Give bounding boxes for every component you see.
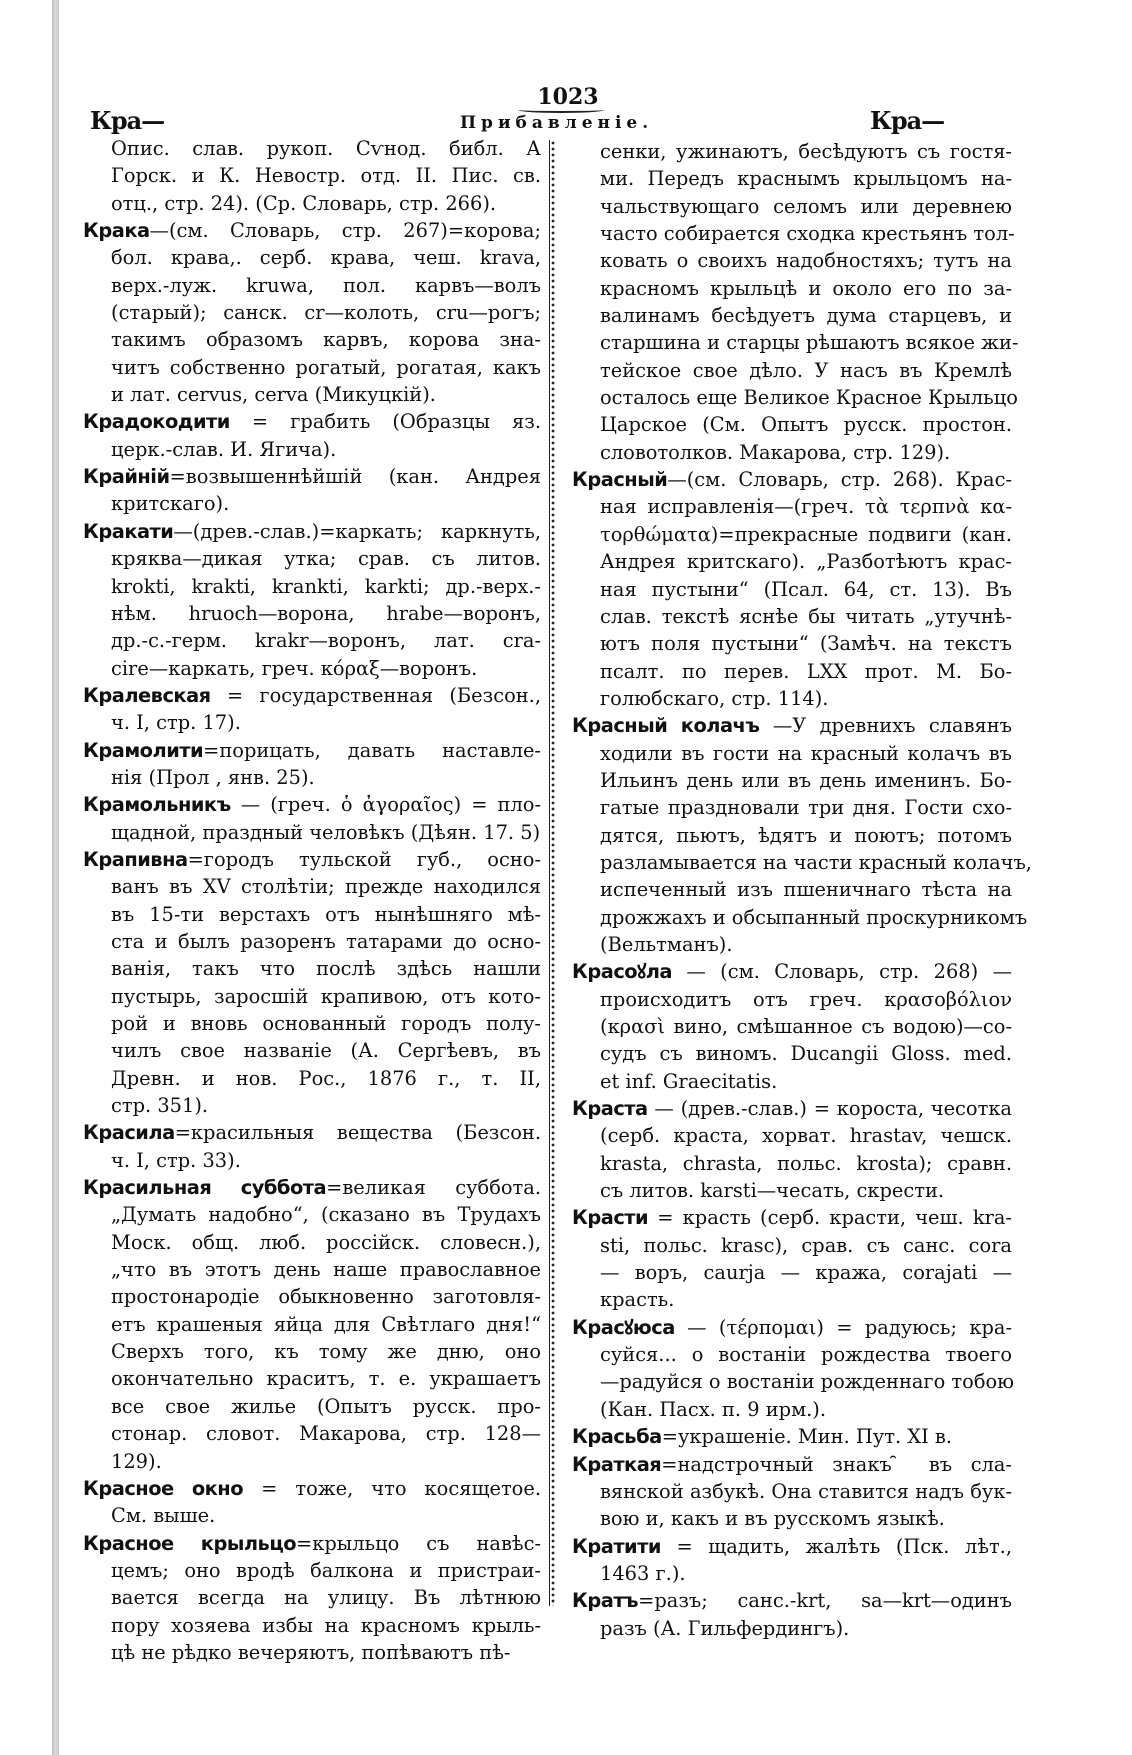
entry-headword: Красильная суббота (83, 1176, 327, 1200)
entry-line: Древн. и нов. Рос., 1876 г., т. II, (111, 1066, 541, 1090)
section-title: Прибавленіе. (460, 113, 654, 133)
entry-headword: Кракати (83, 519, 174, 543)
entry-line (83, 1174, 541, 1201)
entry-line: ная пустыни“ (Псал. 64, ст. 13). Въ (600, 577, 1012, 601)
entry-line: et inf. Graecitatis. (600, 1069, 778, 1093)
entry-line: пустырь, заросшій крапивою, отъ кото- (111, 984, 541, 1008)
entry-line: псалт. по перев. LXX прот. М. Бо- (600, 659, 1012, 683)
entry-headword: Крамольникъ (83, 793, 231, 817)
entry-line: sti, польс. krasc), срав. съ санс. cora (600, 1233, 1012, 1257)
dictionary-entry (83, 1475, 541, 1530)
dictionary-entry (572, 1451, 1012, 1533)
entry-definition-text: — (см. Словарь, стр. 268) — (672, 960, 1012, 984)
entry-line: гатые праздновали три дня. Гости схо- (600, 796, 1012, 820)
entry-line (83, 1475, 541, 1502)
entry-line: дятся, пьютъ, ѣдятъ и поютъ; потомъ (600, 823, 1012, 847)
entry-line (83, 737, 541, 764)
entry-definition-text: = тоже, что косящетое. (243, 1476, 541, 1500)
column-divider (549, 140, 556, 1606)
entry-definition-text: —У древнихъ славянъ (759, 714, 1012, 738)
entry-line: верх.-луж. kruwa, пол. карвъ—волъ (111, 273, 541, 297)
entry-line: отц., стр. 24). (Ср. Словарь, стр. 266). (111, 191, 497, 215)
entry-line: (κρασὶ вино, смѣшанное съ водою)—со- (600, 1015, 1012, 1038)
entry-line: щадной, праздный человѣкъ (Дѣян. 17. 5) (111, 820, 541, 844)
entry-line: читъ собственно рогатый, рогатая, какъ (111, 355, 541, 379)
entry-line: судъ съ виномъ. Ducangii Gloss. med. (600, 1042, 1012, 1066)
entry-line: вою и, какъ и въ русскомъ языкѣ. (600, 1507, 945, 1531)
entry-headword: Краткая (572, 1452, 662, 1476)
entry-headword: Красьба (572, 1425, 662, 1449)
entry-line (83, 217, 541, 244)
entry-line (83, 846, 541, 873)
entry-line: етъ крашеныя яйца для Свѣтлаго дня!“ (111, 1312, 541, 1336)
entry-definition-text: =украшеніе. Мин. Пут. XI в. (661, 1425, 952, 1449)
entry-line: разъ (А. Гильфердингъ). (600, 1616, 850, 1640)
entry-headword: Краста (572, 1097, 648, 1121)
dictionary-entry (572, 1095, 1012, 1204)
entry-line: Горск. и К. Невостр. отд. II. Пис. св. (111, 164, 541, 188)
entry-headword: Крака (83, 219, 150, 243)
entry-headword: Красное окно (83, 1476, 244, 1500)
entry-line: ванъ въ XV столѣтіи; прежде находился (111, 875, 541, 899)
entry-line: словотолков. Макарова, стр. 129). (600, 440, 951, 464)
entry-definition-text: =порицать, давать наставле- (203, 738, 541, 762)
entry-definition-text: =возвышеннѣйшій (кан. Андрея (169, 465, 541, 489)
entry-line: Ильинъ день или въ день именинъ. Бо- (600, 768, 1012, 792)
dictionary-entry (572, 1423, 1012, 1450)
entry-line: Опис. слав. рукоп. Сѵнод. библ. А (111, 137, 541, 160)
entry-line: вается всегда на улицу. Въ лѣтнюю (111, 1586, 541, 1610)
entry-definition-text: = грабить (Образцы яз. (229, 410, 541, 434)
entry-line: τορθώματα)=прекрасные подвиги (кан. (600, 522, 1012, 546)
entry-line: дрожжахъ и обсыпанный проскурникомъ (600, 905, 1028, 929)
dictionary-entry (572, 466, 1012, 712)
entry-definition-text: —(см. Словарь, стр. 268). Крас- (667, 468, 1012, 492)
dictionary-entry (572, 1314, 1015, 1423)
entry-headword: Кралевская (83, 683, 211, 707)
entry-line: cire—каркать, греч. κόραξ—воронъ. (111, 656, 478, 680)
entry-definition-text: =надстрочный знакъ ̑ въ сла- (661, 1452, 1012, 1476)
entry-line: разламывается на части красный колачъ, (600, 850, 1032, 874)
entry-line: krokti, krakti, krankti, karkti; др.-верх.- (111, 574, 541, 598)
entry-line: 1463 г.). (600, 1561, 686, 1585)
entry-definition-text: =разъ; санс.-krt, sa—krt—одинъ (638, 1589, 1012, 1613)
entry-line: все свое жилье (Опытъ русск. про- (111, 1394, 541, 1418)
entry-line: (серб. краста, хорват. hrastav, чешск. (600, 1124, 1012, 1148)
entry-definition-text: = красть (серб. красти, чеш. kra- (648, 1206, 1012, 1230)
entry-line: См. выше. (111, 1504, 216, 1528)
entry-line: въ 15-ти верстахъ отъ нынѣшняго мѣ- (111, 902, 541, 926)
entry-headword: Красоꙋла (572, 960, 673, 984)
entry-line: (Вельтманъ). (600, 932, 733, 956)
entry-line (83, 408, 541, 435)
entry-headword: Красный колачъ (572, 714, 760, 738)
entry-line: окончательно краситъ, т. е. украшаетъ (111, 1367, 541, 1391)
entry-line: бол. крава,. серб. крава, чеш. krava, (111, 246, 541, 270)
dictionary-entry (83, 1530, 541, 1667)
dictionary-entry (83, 1174, 541, 1475)
entry-headword: Крапивна (83, 847, 188, 871)
entry-definition-text: — (τέρπομαι) = радуюсь; кра- (674, 1315, 1012, 1339)
entry-headword: Красꙋюса (572, 1315, 675, 1339)
dictionary-entry (572, 1204, 1012, 1313)
entry-line (572, 1095, 1012, 1122)
entry-line: чилъ свое названіе (А. Сергѣевъ, въ (111, 1039, 541, 1063)
entry-definition-text: — (греч. ὁ ἀγοραῖος) = пло- (230, 793, 541, 817)
entry-line (572, 1423, 1012, 1450)
dictionary-entry (83, 135, 541, 217)
entry-line (572, 712, 1012, 739)
entry-headword: Кратити (572, 1534, 661, 1558)
entry-line: красть. (600, 1288, 675, 1312)
dictionary-entry (83, 463, 541, 518)
dictionary-entry (83, 217, 541, 408)
dictionary-entry (83, 846, 541, 1119)
left-column (83, 135, 541, 1666)
entry-line: съ литов. karsti—чесать, скрести. (600, 1179, 945, 1203)
page-number: 1023 (537, 84, 599, 110)
entry-line: рой и вновь основанный городъ полу- (111, 1012, 541, 1035)
entry-line (83, 791, 541, 818)
entry-line: валинамъ бесѣдуетъ дума старцевъ, и (600, 304, 1012, 328)
entry-definition-text: —(см. Словарь, стр. 267)=корова; (149, 219, 541, 243)
page-edge (52, 0, 59, 1755)
entry-line: нія (Прол , янв. 25). (111, 765, 315, 789)
entry-line: простонародіе обыкновенно заготовля- (111, 1285, 541, 1309)
entry-line: ста и былъ разоренъ татарами до осно- (111, 929, 541, 953)
entry-line: тейское свое дѣло. У насъ въ Кремлѣ (600, 358, 1012, 382)
entry-line: такимъ образомъ карвъ, корова зна- (111, 328, 541, 352)
entry-line: ч. I, стр. 17). (111, 711, 241, 735)
running-head-left: Кра— (90, 106, 165, 135)
entry-line (572, 466, 1012, 493)
dictionary-entry (572, 138, 1019, 466)
entry-line: Царское (См. Опытъ русск. простон. (600, 413, 1012, 437)
entry-line: „что въ этотъ день наше православное (111, 1258, 541, 1282)
entry-line: суйся... о востаніи рождества твоего (600, 1343, 1012, 1367)
dictionary-entry (83, 408, 541, 463)
entry-line: Андрея критскаго). „Разботѣютъ крас- (600, 550, 1012, 574)
entry-line (572, 1204, 1012, 1231)
entry-definition-text: =красильныя вещества (Безсон. (174, 1121, 541, 1145)
entry-line: ми. Передъ краснымъ крыльцомъ на- (600, 167, 1012, 191)
entry-line: стонар. словот. Макарова, стр. 128— (111, 1422, 541, 1446)
dictionary-entry (83, 682, 541, 737)
entry-line (83, 1119, 541, 1146)
dictionary-entry (83, 737, 541, 792)
entry-definition-text: =крыльцо съ навѣс- (296, 1531, 542, 1555)
entry-line: (Кан. Пасх. п. 9 ирм.). (600, 1397, 827, 1421)
entry-headword: Красный (572, 468, 668, 492)
entry-headword: Красное крыльцо (83, 1531, 297, 1555)
entry-line: сенки, ужинаютъ, бесѣдуютъ съ гостя- (600, 140, 1012, 163)
entry-headword: Крамолити (83, 738, 204, 762)
entry-line: стр. 351). (111, 1094, 209, 1118)
dictionary-entry (572, 1587, 1012, 1642)
entry-line: Сверхъ того, къ тому же дню, оно (111, 1340, 541, 1364)
entry-line: ч. I, стр. 33). (111, 1148, 241, 1172)
entry-line: др.-с.-герм. krakr—воронъ, лат. cra- (111, 629, 541, 653)
entry-line: ванія, такъ что послѣ здѣсь нашли (111, 957, 541, 981)
entry-line: „Думать надобно“, (сказано въ Трудахъ (111, 1203, 541, 1227)
entry-line: ковать о своихъ надобностяхъ; тутъ на (600, 249, 1012, 273)
entry-line: кряква—дикая утка; срав. съ литов. (111, 547, 541, 571)
entry-line: чальствующаго селомъ или деревнею (600, 194, 1012, 218)
entry-line: —радуйся о востаніи рожденнаго тобою (600, 1370, 1015, 1394)
entry-line (83, 682, 541, 709)
entry-headword: Крадокодити (83, 410, 230, 434)
entry-line: (старый); санск. cr—колоть, cru—рогъ; (111, 301, 541, 325)
entry-headword: Крайній (83, 465, 170, 489)
entry-definition-text: =великая суббота. (326, 1176, 542, 1200)
entry-headword: Красила (83, 1121, 175, 1145)
entry-line: цемъ; оно вродѣ балкона и пристраи- (111, 1558, 541, 1582)
entry-line: старшина и старцы рѣшаютъ всякое жи- (600, 331, 1019, 355)
entry-line (83, 1530, 541, 1557)
dictionary-entry (572, 1533, 1012, 1588)
entry-line (572, 1533, 1012, 1560)
entry-line: происходитъ отъ греч. κρασοβόλιον (600, 987, 1012, 1011)
entry-definition-text: — (древ.-слав.) = короста, чесотка (647, 1097, 1012, 1121)
entry-definition-text: =городъ тульской губ., осно- (187, 847, 541, 871)
entry-definition-text: = государственная (Безсон., (210, 683, 541, 707)
dictionary-entry (83, 518, 541, 682)
entry-line: часто собирается сходка крестьянъ тол- (600, 222, 1015, 246)
entry-line: krasta, chrasta, польс. krosta); сравн. (600, 1151, 1012, 1175)
entry-line: — воръ, caurja — кража, corajati — (600, 1261, 1012, 1285)
entry-definition-text: —(древ.-слав.)=каркать; каркнуть, (173, 519, 541, 543)
entry-line: и лат. cervus, cerva (Микуцкій). (111, 383, 436, 407)
entry-line (83, 518, 541, 545)
entry-headword: Кратъ (572, 1589, 639, 1613)
entry-line: Моск. общ. люб. россійск. словесн.), (111, 1230, 541, 1254)
entry-line (572, 958, 1012, 985)
entry-line: красномъ крыльцѣ и около его по за- (600, 276, 1012, 300)
entry-headword: Красти (572, 1206, 649, 1230)
entry-line: ходили въ гости на красный колачъ въ (600, 741, 1012, 765)
entry-line (572, 1451, 1012, 1478)
entry-line: пору хозяева избы на красномъ крыль- (111, 1613, 541, 1637)
entry-line: ная исправленія—(греч. τὰ τερπνὰ κα- (600, 495, 1012, 519)
entry-line: вянской азбукѣ. Она ставится надъ бук- (600, 1479, 1012, 1503)
right-column (572, 138, 1032, 1642)
dictionary-entry (572, 712, 1032, 958)
dictionary-entry (83, 1119, 541, 1174)
entry-line: критскаго). (111, 492, 230, 516)
entry-line (83, 463, 541, 490)
entry-line: слав. текстѣ яснѣе бы читать „утучнѣ- (600, 604, 1012, 628)
entry-line (572, 1314, 1012, 1341)
running-head-right: Кра— (870, 106, 945, 135)
entry-line: 129). (111, 1449, 162, 1473)
entry-line: нѣм. hruoch—ворона, hrabe—воронъ, (111, 601, 541, 625)
dictionary-entry (83, 791, 541, 846)
entry-line: голюбскаго, стр. 114). (600, 686, 829, 710)
entry-line: цѣ не рѣдко вечеряютъ, попѣваютъ пѣ- (111, 1640, 511, 1664)
entry-line: церк.-слав. И. Ягича). (111, 437, 337, 461)
dictionary-entry (572, 958, 1012, 1095)
entry-line: осталось еще Великое Красное Крыльцо (600, 386, 1018, 410)
entry-line: ютъ поля пустыни“ (Замѣч. на текстъ (600, 632, 1012, 656)
entry-line (572, 1587, 1012, 1614)
entry-line: испеченный изъ пшеничнаго тѣста на (600, 878, 1012, 902)
entry-definition-text: = щадить, жалѣть (Пск. лѣт., (660, 1534, 1012, 1558)
